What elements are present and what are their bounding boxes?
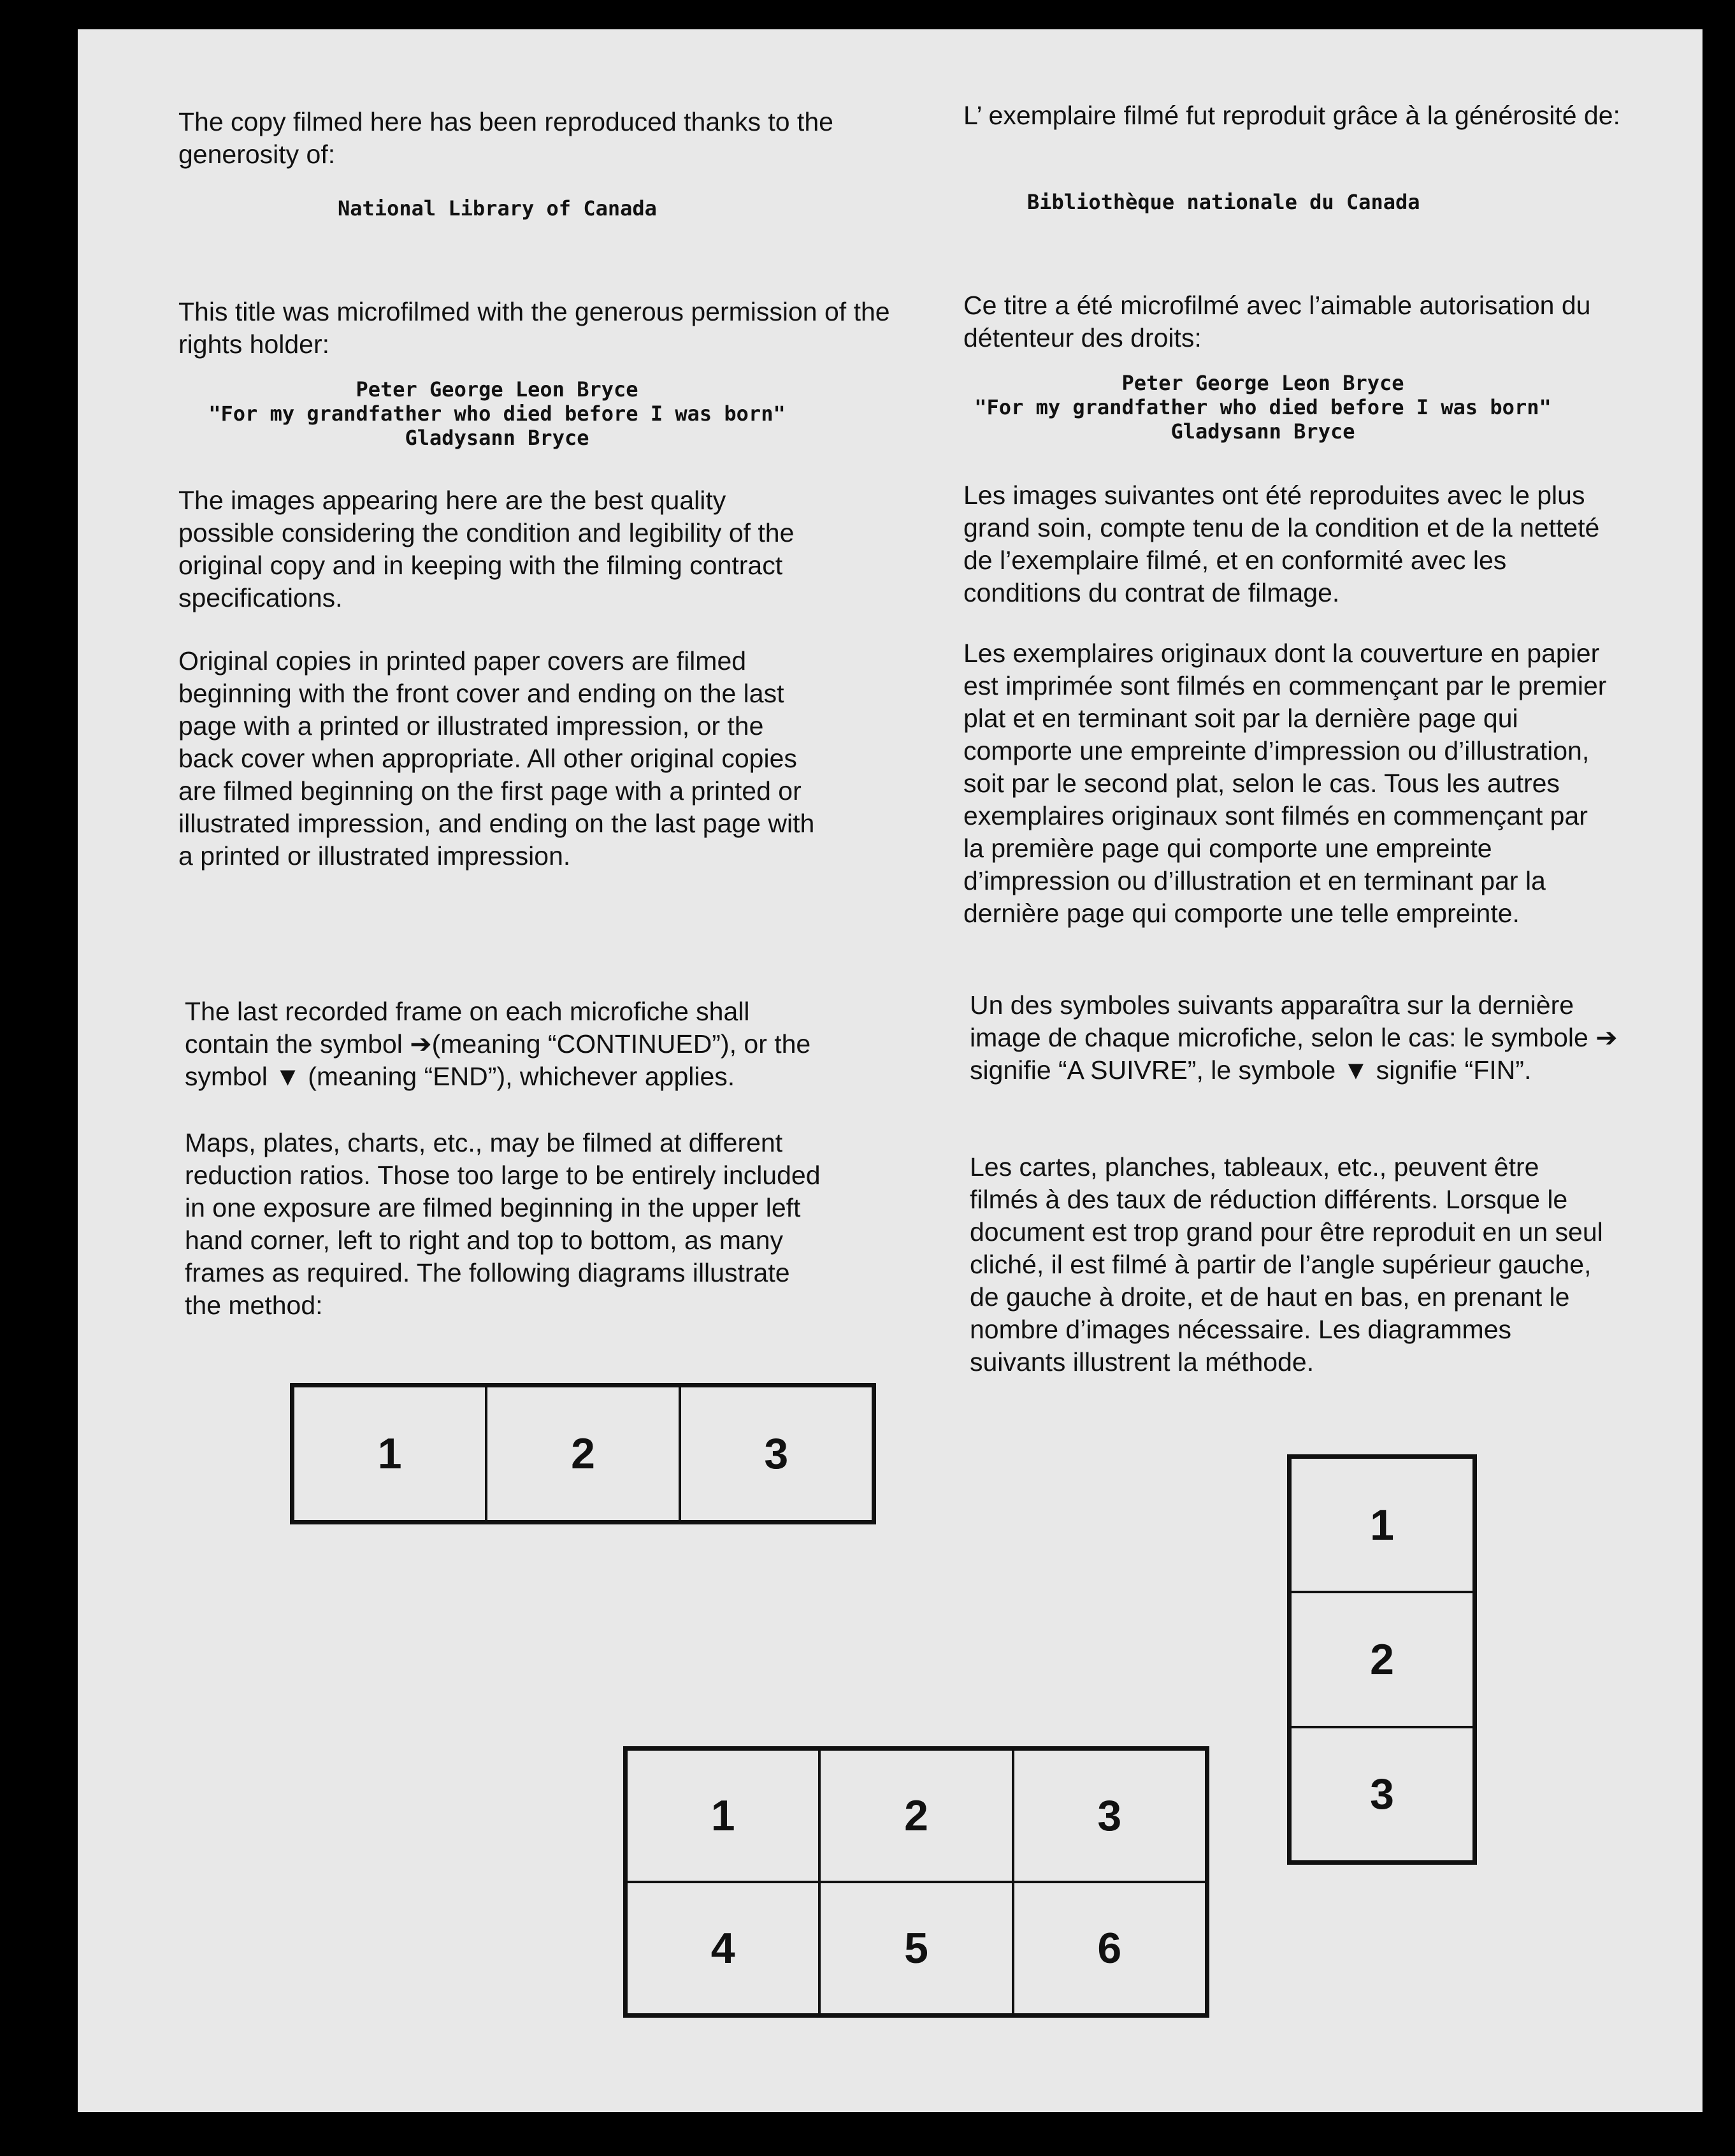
rights-holder-contributor: Gladysann Bryce [1170, 419, 1355, 444]
diagram-cell: 6 [1013, 1882, 1206, 2015]
english-quality-note: The images appearing here are the best quality possible considering the condition and legibility of the original copy and in keeping with the filming contract specifications. [178, 486, 795, 612]
diagram-cell: 2 [1290, 1592, 1474, 1726]
english-permission: This title was microfilmed with the generous permission of the rights holder: [178, 297, 890, 359]
continued-arrow-icon: ➔ [410, 1029, 432, 1059]
diagram-cell: 2 [486, 1386, 679, 1521]
diagram-cell: 3 [680, 1386, 873, 1521]
diagram-row-of-three [290, 1383, 876, 1524]
diagram-cell: 1 [626, 1749, 819, 1882]
rights-holder-name: Peter George Leon Bryce [1121, 371, 1404, 395]
english-rights-holder [172, 377, 822, 450]
english-symbols-note: The last recorded frame on each microfiche shall contain the symbol ➔(meaning “CONTINUED”), or the symbol ▼ (meaning “END”), whichever applies. [185, 997, 811, 1091]
rights-holder-name: Peter George Leon Bryce [356, 377, 638, 402]
french-quality-note: Les images suivantes ont été reproduites avec le plus grand soin, compte tenu de la condition et de la netteté de l’exemplaire filmé, et en conformité avec les conditions du contrat de filmage. [963, 481, 1600, 607]
french-permission: Ce titre a été microfilmé avec l’aimable autorisation du détenteur des droits: [963, 291, 1591, 352]
diagram-cell: 1 [293, 1386, 486, 1521]
french-copies-note: Les exemplaires originaux dont la couverture en papier est imprimée sont filmés en commençant par le premier plat et en terminant soit par la dernière page qui comporte une empreinte d’impression ou d’illustration, soit par le second plat, selon le cas. Tous les autres exemplaires originaux sont filmés en commençant par la première page qui comporte une empreinte d’impression ou d’illustration et en terminant par la dernière page qui comporte une telle empreinte. [963, 639, 1607, 928]
microfilm-target-page [78, 29, 1703, 2112]
english-intro: The copy filmed here has been reproduced thanks to the generosity of: [178, 107, 833, 169]
end-triangle-icon: ▼ [275, 1062, 301, 1091]
french-symbols-note: Un des symboles suivants apparaîtra sur la dernière image de chaque microfiche, selon le cas: le symbole ➔ signifie “A SUIVRE”, le symbole ▼ signifie “FIN”. [970, 990, 1618, 1085]
rights-holder-dedication: "For my grandfather who died before I was born" [208, 402, 786, 426]
english-copies-note: Original copies in printed paper covers are filmed beginning with the front cover and ending on the last page with a printed or illustrated impression, or the back cover when appropriate. All other original copies are filmed beginning on the first page with a printed or illustrated impression, and ending on the last page with a printed or illustrated impression. [178, 646, 815, 871]
diagram-cell: 1 [1290, 1458, 1474, 1592]
french-maps-note: Les cartes, planches, tableaux, etc., peuvent être filmés à des taux de réduction différents. Lorsque le document est trop grand pour être reproduit en un seul cliché, il est filmé à partir de l’angle supérieur gauche, de gauche à droite, et de haut en bas, en prenant le nombre d’images nécessaire. Les diagrammes suivants illustrent la méthode. [970, 1152, 1603, 1377]
french-rights-holder [957, 371, 1569, 444]
continued-arrow-icon: ➔ [1595, 1023, 1618, 1052]
diagram-cell: 5 [819, 1882, 1012, 2015]
diagram-cell: 4 [626, 1882, 819, 2015]
diagram-cell: 2 [819, 1749, 1012, 1882]
rights-holder-contributor: Gladysann Bryce [405, 426, 589, 450]
rights-holder-dedication: "For my grandfather who died before I was born" [974, 395, 1551, 419]
diagram-two-by-three [623, 1746, 1209, 2018]
end-triangle-icon: ▼ [1343, 1055, 1369, 1085]
french-library-name: Bibliothèque nationale du Canada [1027, 190, 1420, 214]
english-maps-note: Maps, plates, charts, etc., may be filmed at different reduction ratios. Those too large to be entirely included in one exposure are filmed beginning in the upper left hand corner, left to right and top to bottom, as many frames as required. The following diagrams illustrate the method: [185, 1128, 821, 1320]
french-intro: L’ exemplaire filmé fut reproduit grâce à la générosité de: [963, 101, 1620, 130]
english-library-name: National Library of Canada [338, 196, 657, 221]
diagram-column-of-three [1287, 1454, 1477, 1865]
diagram-cell: 3 [1013, 1749, 1206, 1882]
diagram-cell: 3 [1290, 1727, 1474, 1862]
